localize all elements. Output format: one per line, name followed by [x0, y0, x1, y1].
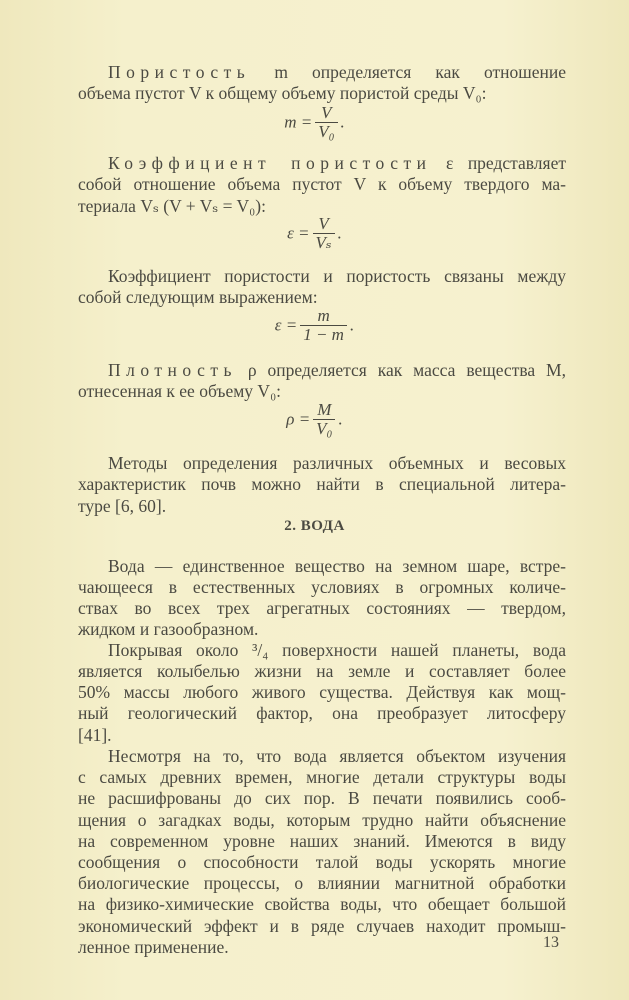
text-line: [78, 703, 566, 723]
formula-lhs: m =: [284, 112, 313, 132]
text-line: [108, 360, 566, 380]
fraction: [315, 104, 337, 141]
line-text: ε представляет: [431, 153, 566, 173]
formula-lhs: ε =: [274, 315, 298, 335]
line-text: сообщения о способности талой воды ускорять многие: [78, 852, 566, 872]
line-text: Вода — единственное вещество на земном шаре, встре-: [108, 556, 566, 576]
text-line: [78, 894, 566, 914]
text-line: [78, 577, 566, 597]
text-line: [78, 598, 566, 618]
formula-lhs: ρ =: [286, 409, 311, 429]
text-line: [78, 174, 566, 194]
fraction: [300, 307, 347, 344]
formula-end: .: [337, 223, 342, 243]
numerator: V: [318, 214, 329, 233]
line-text: жидком и газообразном.: [78, 619, 259, 639]
formula: [0, 104, 629, 141]
line-text: [41].: [78, 725, 112, 745]
formula-lhs: ε =: [287, 223, 310, 243]
text-line: [78, 767, 566, 787]
line-text: ρ определяется как масса вещества M,: [237, 360, 566, 380]
line-text: не расшифрованы до сих пор. В печати появились сооб-: [78, 788, 566, 808]
text-line: [78, 381, 566, 401]
spaced-term: Коэффициент пористости: [108, 153, 432, 173]
formula: [0, 401, 629, 438]
text-line: [78, 83, 566, 103]
text-line: [78, 831, 566, 851]
numerator: V: [321, 103, 332, 122]
text-line: [78, 937, 566, 957]
line-text: является колыбелью жизни на земле и составляет более: [78, 661, 566, 681]
formula-end: .: [340, 112, 345, 132]
denominator: V₀: [313, 419, 335, 438]
formula-end: .: [338, 409, 343, 429]
text-line: [78, 810, 566, 830]
spaced-term: Пористость: [108, 62, 251, 82]
line-text: чающееся в естественных условиях в огромных количе-: [78, 577, 566, 597]
denominator: 1 − m: [300, 325, 347, 344]
fraction: [313, 401, 335, 438]
line-text: Коэффициент пористости и пористость связаны между: [108, 266, 566, 286]
denominator: V₀: [315, 122, 337, 141]
text-line: [108, 62, 566, 82]
formula: [0, 215, 629, 252]
line-text: характеристик почв можно найти в специальной литера-: [78, 474, 566, 494]
text-line: [78, 196, 566, 216]
text-line: [78, 788, 566, 808]
line-text: Методы определения различных объемных и весовых: [108, 453, 566, 473]
line-text: экономический эффект и в ряде случаев находит промыш-: [78, 916, 566, 936]
formula: [0, 307, 629, 344]
line-text: ленное применение.: [78, 937, 229, 957]
page-number: 13: [543, 934, 559, 951]
line-text: с самых древних времен, многие детали структуры воды: [78, 767, 566, 787]
denominator: Vₛ: [313, 233, 335, 252]
text-line: [78, 496, 566, 516]
section-heading: 2. ВОДА: [284, 518, 345, 534]
text-line: [108, 640, 566, 660]
text-line: [78, 682, 566, 702]
numerator: m: [317, 306, 330, 325]
line-text: собой следующим выражением:: [78, 287, 318, 307]
text-line: [78, 474, 566, 494]
text-line: [78, 873, 566, 893]
line-text: ствах во всех трех агрегатных состояниях — твердом,: [78, 598, 566, 618]
line-text: объема пустот V к общему объему пористой среды V₀:: [78, 83, 487, 103]
text-line: [108, 556, 566, 576]
line-text: ный геологический фактор, она преобразует литосферу: [78, 703, 566, 723]
text-line: [108, 746, 566, 766]
line-text: териала Vₛ (V + Vₛ = V₀):: [78, 196, 266, 216]
line-text: Покрывая около ³/₄ поверхности нашей планеты, вода: [108, 640, 566, 660]
text-line: [78, 661, 566, 681]
line-text: m определяется как отношение: [250, 62, 566, 82]
line-text: Несмотря на то, что вода является объектом изучения: [108, 746, 566, 766]
text-line: [108, 453, 566, 473]
formula-end: .: [349, 315, 355, 335]
text-line: [108, 266, 566, 286]
numerator: M: [317, 400, 332, 419]
text-line: [78, 852, 566, 872]
fraction: [313, 215, 335, 252]
text-line: [78, 287, 566, 307]
line-text: на физико-химические свойства воды, что обещает большой: [78, 894, 566, 914]
line-text: биологические процессы, о влиянии магнитной обработки: [78, 873, 566, 893]
text-line: [78, 725, 566, 745]
text-line: [78, 916, 566, 936]
text-line: [108, 153, 566, 173]
line-text: щения о загадках воды, которым трудно найти объяснение: [78, 810, 566, 830]
line-text: собой отношение объема пустот V к объему твердого ма-: [78, 174, 566, 194]
line-text: 50% массы любого живого существа. Действуя как мощ-: [78, 682, 566, 702]
line-text: отнесенная к ее объему V₀:: [78, 381, 282, 401]
spaced-term: Плотность: [108, 360, 237, 380]
text-line: [78, 619, 566, 639]
line-text: туре [6, 60].: [78, 496, 167, 516]
line-text: на современном уровне наших знаний. Имеются в виду: [78, 831, 566, 851]
